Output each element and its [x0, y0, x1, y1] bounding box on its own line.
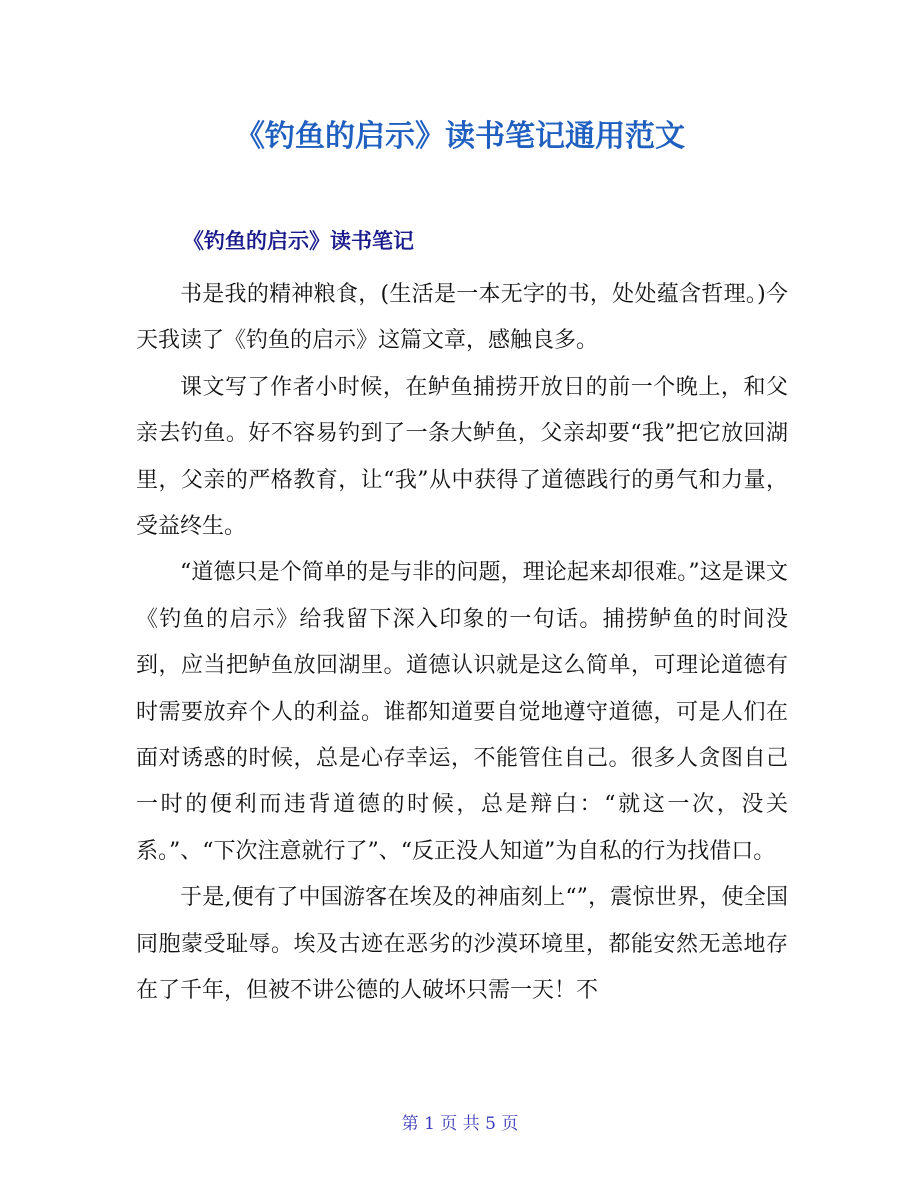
section-heading: 《钓鱼的启示》读书笔记 — [183, 229, 414, 253]
paragraph: 课文写了作者小时候，在鲈鱼捕捞开放日的前一个晚上，和父亲去钓鱼。好不容易钓到了一条大鲈鱼，父亲却要“我”把它放回湖里，父亲的严格教育，让“我”从中获得了道德践行的勇气和力量，受益终生。 — [136, 374, 788, 540]
paragraph: 于是,便有了中国游客在埃及的神庙刻上“”，震惊世界，使全国同胞蒙受耻辱。埃及古迹在恶劣的沙漠环境里，都能安然无恙地存在了千年，但被不讲公德的人破坏只需一天！不 — [136, 885, 788, 1004]
page-number-footer: 第 1 页 共 5 页 — [401, 1114, 519, 1134]
document-body — [136, 272, 788, 1015]
paragraph: “道德只是个简单的是与非的问题，理论起来却很难。”这是课文《钓鱼的启示》给我留下深入印象的一句话。捕捞鲈鱼的时间没到，应当把鲈鱼放回湖里。道德认识就是这么简单，可理论道德有时需要放弃个人的利益。谁都知道要自觉地遵守道德，可是人们在面对诱惑的时候，总是心存幸运，不能管住自己。很多人贪图自己一时的便利而违背道德的时候，总是辩白：“就这一次，没关系。”、“下次注意就行了”、“反正没人知道”为自私的行为找借口。 — [136, 560, 788, 864]
document-title: 《钓鱼的启示》读书笔记通用范文 — [235, 119, 685, 154]
paragraph: 书是我的精神粮食，(生活是一本无字的书，处处蕴含哲理。)今天我读了《钓鱼的启示》这篇文章，感触良多。 — [136, 282, 788, 354]
